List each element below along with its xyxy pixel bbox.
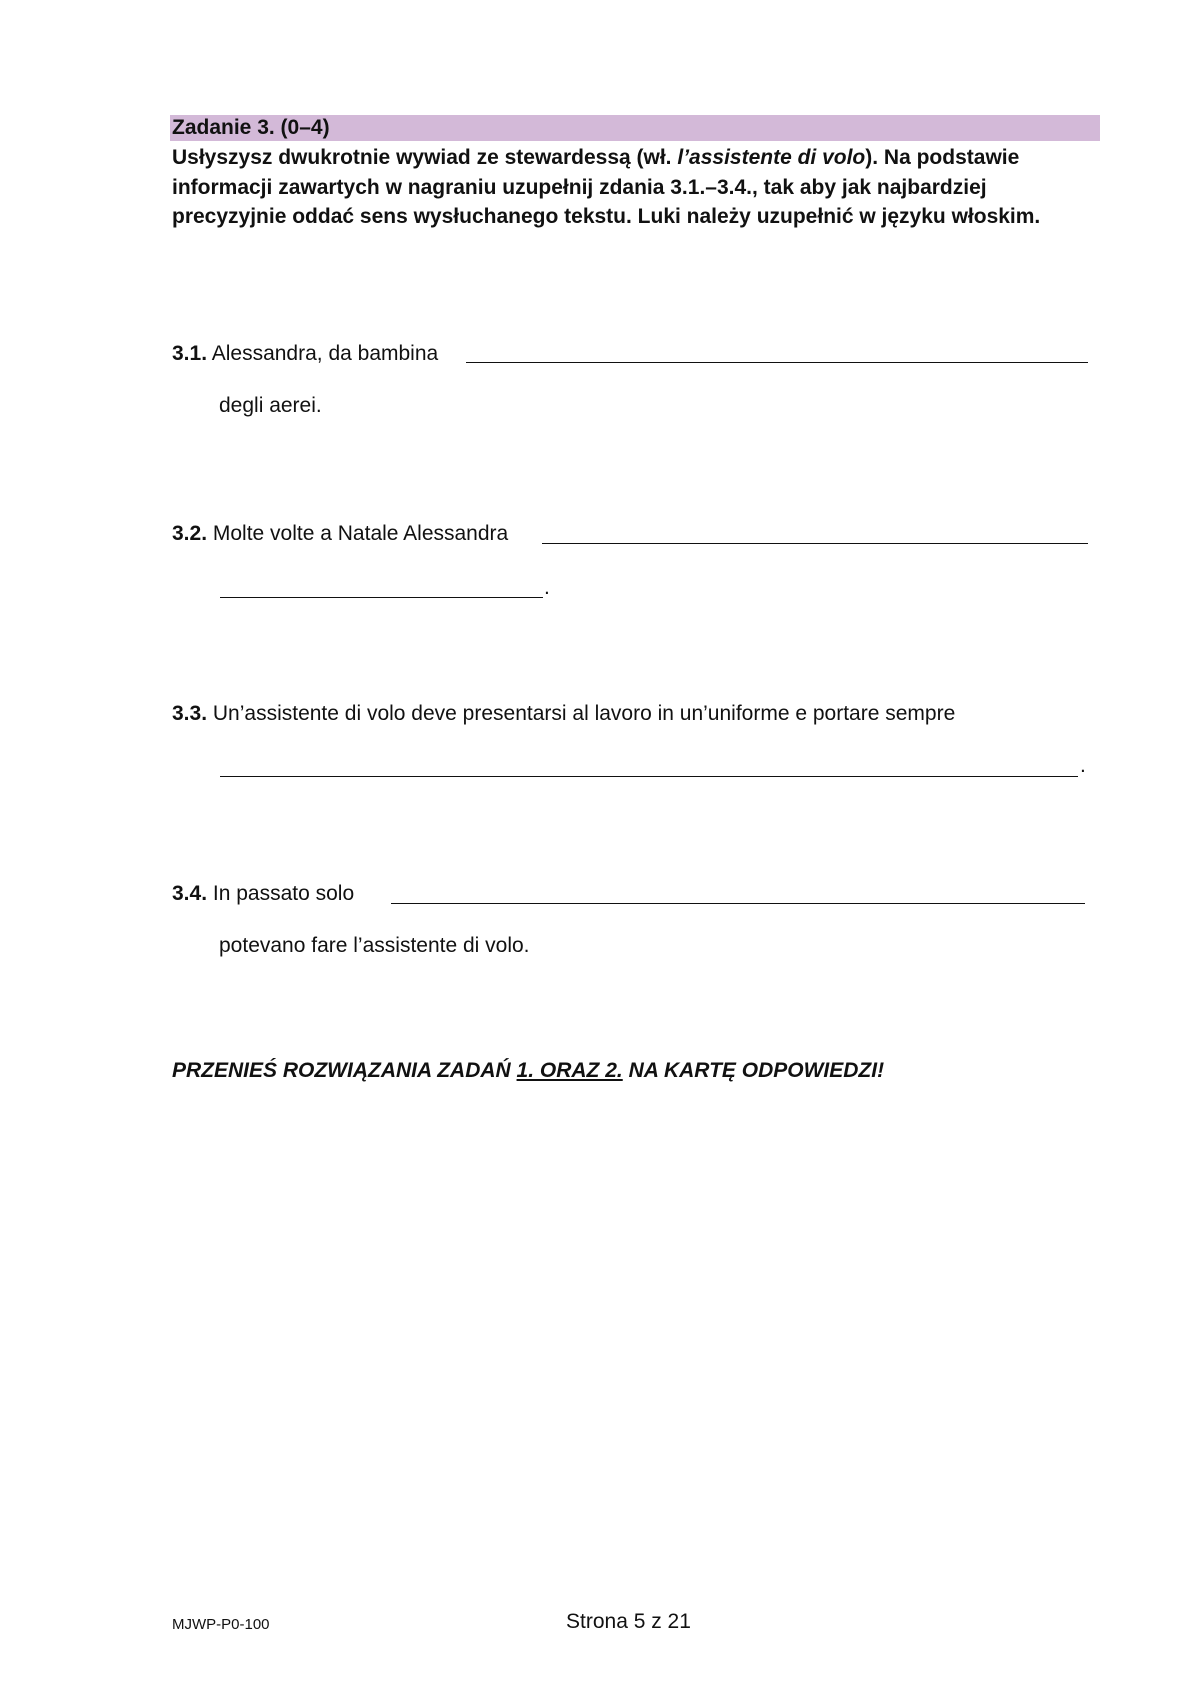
item-number: 3.1.	[172, 342, 208, 365]
answer-blank-3-3[interactable]	[220, 776, 1078, 777]
answer-blank-3-2a[interactable]	[542, 543, 1088, 544]
transfer-instruction-part1: PRZENIEŚ ROZWIĄZANIA ZADAŃ	[172, 1059, 517, 1082]
item-3-3-continuation: .	[1080, 754, 1086, 777]
item-3-1	[172, 341, 438, 367]
item-text: Molte volte a Natale Alessandra	[212, 522, 509, 545]
task-title: Zadanie 3. (0–4)	[170, 115, 1100, 141]
exam-code: MJWP-P0-100	[172, 1616, 270, 1633]
instructions-text-2: ). Na podstawie informacji zawartych w nagraniu uzupełnij zdania 3.1.–3.4., tak aby jak najbardziej precyzyjnie oddać sens wysłuchanego tekstu. Luki należy uzupełnić w języku włoskim.	[172, 146, 1041, 228]
task-instructions	[172, 143, 1102, 232]
transfer-instruction-underlined: 1. ORAZ 2.	[516, 1059, 623, 1082]
item-3-4-continuation: potevano fare l’assistente di volo.	[219, 934, 530, 957]
item-text: In passato solo	[212, 882, 355, 905]
answer-blank-3-1[interactable]	[466, 362, 1088, 363]
page-number: Strona 5 z 21	[566, 1610, 691, 1633]
instructions-italic-term: l’assistente di volo	[677, 146, 866, 169]
answer-blank-3-4[interactable]	[391, 903, 1085, 904]
item-3-3	[172, 701, 955, 727]
item-number: 3.2.	[172, 522, 208, 545]
item-text: Un’assistente di volo deve presentarsi al lavoro in un’uniforme e portare sempre	[212, 702, 956, 725]
transfer-instruction-part2: NA KARTĘ ODPOWIEDZI!	[622, 1059, 885, 1082]
answer-blank-3-2b[interactable]	[220, 597, 543, 598]
instructions-text-1: Usłyszysz dwukrotnie wywiad ze stewardessą (wł.	[172, 146, 678, 169]
item-3-1-continuation: degli aerei.	[219, 394, 322, 417]
item-3-4	[172, 881, 354, 907]
item-text: Alessandra, da bambina	[211, 342, 439, 365]
item-3-2	[172, 521, 508, 547]
transfer-instruction	[172, 1058, 884, 1084]
item-number: 3.4.	[172, 882, 208, 905]
item-number: 3.3.	[172, 702, 208, 725]
item-3-2-continuation: .	[544, 576, 550, 599]
